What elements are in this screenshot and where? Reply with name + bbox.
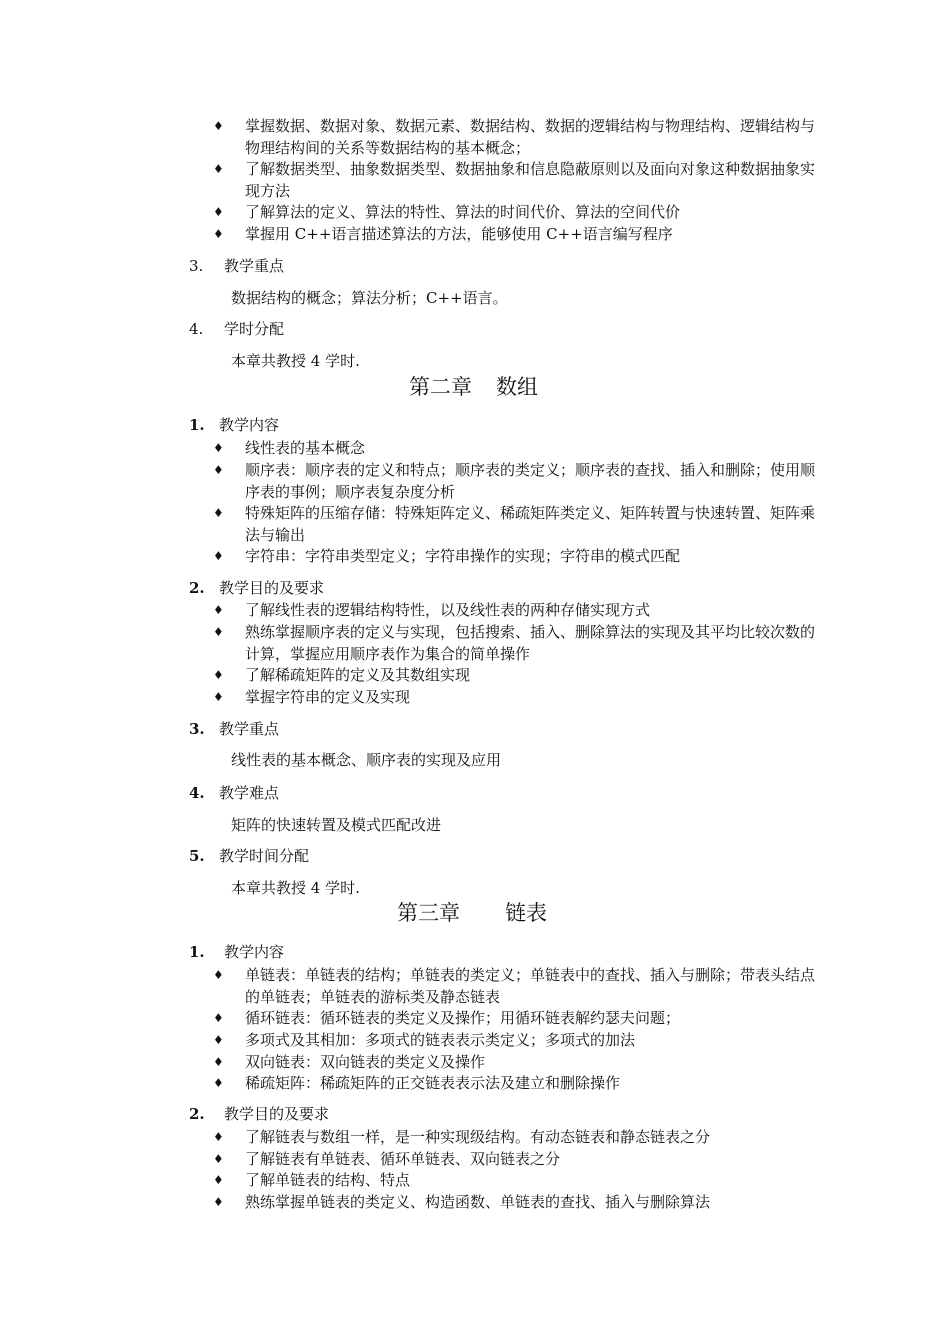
chapter-title: 第三章 链表	[397, 901, 547, 925]
content-list: ♦ 线性表的基本概念 ♦ 顺序表：顺序表的定义和特点；顺序表的类定义；顺序表的查找、插入和删除；使用顺序表的事例；顺序表复杂度分析 ♦ 特殊矩阵的压缩存储：特殊矩阵定义、稀疏矩阵类定义、矩阵转置与快速转置、矩阵乘法与输出 ♦ 字符串：字符串类型定义；字符串操作的实现；字符串的模式匹配	[213, 438, 813, 568]
diamond-bullet-icon: ♦	[213, 506, 224, 520]
diamond-bullet-icon: ♦	[213, 227, 224, 241]
diamond-bullet-icon: ♦	[213, 968, 224, 982]
objectives-list: ♦ 了解线性表的逻辑结构特性，以及线性表的两种存储实现方式 ♦ 熟练掌握顺序表的定义与实现，包括搜索、插入、删除算法的实现及其平均比较次数的计算，掌握应用顺序表作为集合的简单操作 ♦ 了解稀疏矩阵的定义及其数组实现 ♦ 掌握字符串的定义及实现	[213, 600, 813, 710]
content-list: ♦ 单链表：单链表的结构；单链表的类定义；单链表中的查找、插入与删除；带表头结点的单链表；单链表的游标类及静态链表 ♦ 循环链表：循环链表的类定义及操作；用循环链表解约瑟夫问题； ♦ 多项式及其相加：多项式的链表表示类定义；多项式的加法 ♦ 双向链表：双向链表的类定义及操作 ♦ 稀疏矩阵：稀疏矩阵的正交链表表示法及建立和删除操作	[213, 965, 813, 1095]
diamond-bullet-icon: ♦	[213, 1011, 224, 1025]
section-text: 数据结构的概念；算法分析；C++语言。	[231, 289, 508, 307]
diamond-bullet-icon: ♦	[213, 205, 224, 219]
diamond-bullet-icon: ♦	[213, 603, 224, 617]
diamond-bullet-icon: ♦	[213, 549, 224, 563]
diamond-bullet-icon: ♦	[213, 1173, 224, 1187]
diamond-bullet-icon: ♦	[213, 1055, 224, 1069]
section-text: 矩阵的快速转置及模式匹配改进	[231, 816, 442, 834]
diamond-bullet-icon: ♦	[213, 1033, 224, 1047]
diamond-bullet-icon: ♦	[213, 1076, 224, 1090]
objectives-list: ♦ 了解链表与数组一样，是一种实现级结构。有动态链表和静态链表之分 ♦ 了解链表有单链表、循环单链表、双向链表之分 ♦ 了解单链表的结构、特点 ♦ 熟练掌握单链表的类定义、构造函数、单链表的查找、插入与删除算法	[213, 1127, 813, 1217]
diamond-bullet-icon: ♦	[213, 1152, 224, 1166]
section-text: 本章共教授 4 学时.	[231, 879, 360, 897]
diamond-bullet-icon: ♦	[213, 441, 224, 455]
diamond-bullet-icon: ♦	[213, 463, 224, 477]
objectives-list: ♦ 掌握数据、数据对象、数据元素、数据结构、数据的逻辑结构与物理结构、逻辑结构与物理结构间的关系等数据结构的基本概念； ♦ 了解数据类型、抽象数据类型、数据抽象和信息隐蔽原则以及面向对象这种数据抽象实现方法 ♦ 了解算法的定义、算法的特性、算法的时间代价、算法的空间代价 ♦ 掌握用 C++语言描述算法的方法，能够使用 C++语言编写程序	[213, 116, 813, 246]
diamond-bullet-icon: ♦	[213, 668, 224, 682]
document-page: ♦ 掌握数据、数据对象、数据元素、数据结构、数据的逻辑结构与物理结构、逻辑结构与物理结构间的关系等数据结构的基本概念； ♦ 了解数据类型、抽象数据类型、数据抽象和信息隐蔽原则以及面向对象这种数据抽象实现方法 ♦ 了解算法的定义、算法的特性、算法的时间代价、算法的空间代价 ♦ 掌握用 C++语言描述算法的方法，能够使用 C++语言编写程序 3. 教学重点 数据结构的概念；算法分析；C++语言。 4. 学时分配 本章共教授 4 学时. 第二章 数组 1. 教学内容 ♦ 线性表的基本概念 ♦ 顺序表：顺序表的定义和特点；顺序表的类定义；顺序表的查找、插入和删除；使用顺序表的事例；顺序表复杂度分析 ♦ 特殊矩阵的压缩存储：特殊矩阵定义、稀疏矩阵类定义、矩阵转置与快速转置、矩阵乘法与输出 ♦ 字符串：字符串类型定义；字符串操作的实现；字符串的模式匹配 2. 教学目的及要求 ♦ 了解线性表的逻辑结构特性，以及线性表的两种存储实现方式 ♦ 熟练掌握顺序表的定义与实现，包括搜索、插入、删除算法的实现及其平均比较次数的计算，掌握应用顺序表作为集合的简单操作 ♦ 了解稀疏矩阵的定义及其数组实现 ♦ 掌握字符串的定义及实现 3. 教学重点 线性表的基本概念、顺序表的实现及应用 4. 教学难点 矩阵的快速转置及模式匹配改进 5. 教学时间分配 本章共教授 4 学时. 第三章 链表 1. 教学内容 ♦ 单链表：单链表的结构；单链表的类定义；单链表中的查找、插入与删除；带表头结点的单链表；单链表的游标类及静态链表 ♦ 循环链表：循环链表的类定义及操作；用循环链表解约瑟夫问题； ♦ 多项式及其相加：多项式的链表表示类定义；多项式的加法 ♦ 双向链表：双向链表的类定义及操作 ♦ 稀疏矩阵：稀疏矩阵的正交链表表示法及建立和删除操作 2. 教学目的及要求 ♦ 了解链表与数组一样，是一种实现级结构。有动态链表和静态链表之分 ♦ 了解链表有单链表、循环单链表、双向链表之分 ♦ 了解单链表的结构、特点 ♦ 熟练掌握单链表的类定义、构造函数、单链表的查找、插入与删除算法	[0, 0, 950, 1344]
section-text: 本章共教授 4 学时.	[231, 352, 360, 370]
chapter-title: 第二章 数组	[409, 375, 538, 399]
diamond-bullet-icon: ♦	[213, 690, 224, 704]
diamond-bullet-icon: ♦	[213, 162, 224, 176]
diamond-bullet-icon: ♦	[213, 1130, 224, 1144]
diamond-bullet-icon: ♦	[213, 119, 224, 133]
diamond-bullet-icon: ♦	[213, 1195, 224, 1209]
section-text: 线性表的基本概念、顺序表的实现及应用	[231, 751, 502, 769]
diamond-bullet-icon: ♦	[213, 625, 224, 639]
